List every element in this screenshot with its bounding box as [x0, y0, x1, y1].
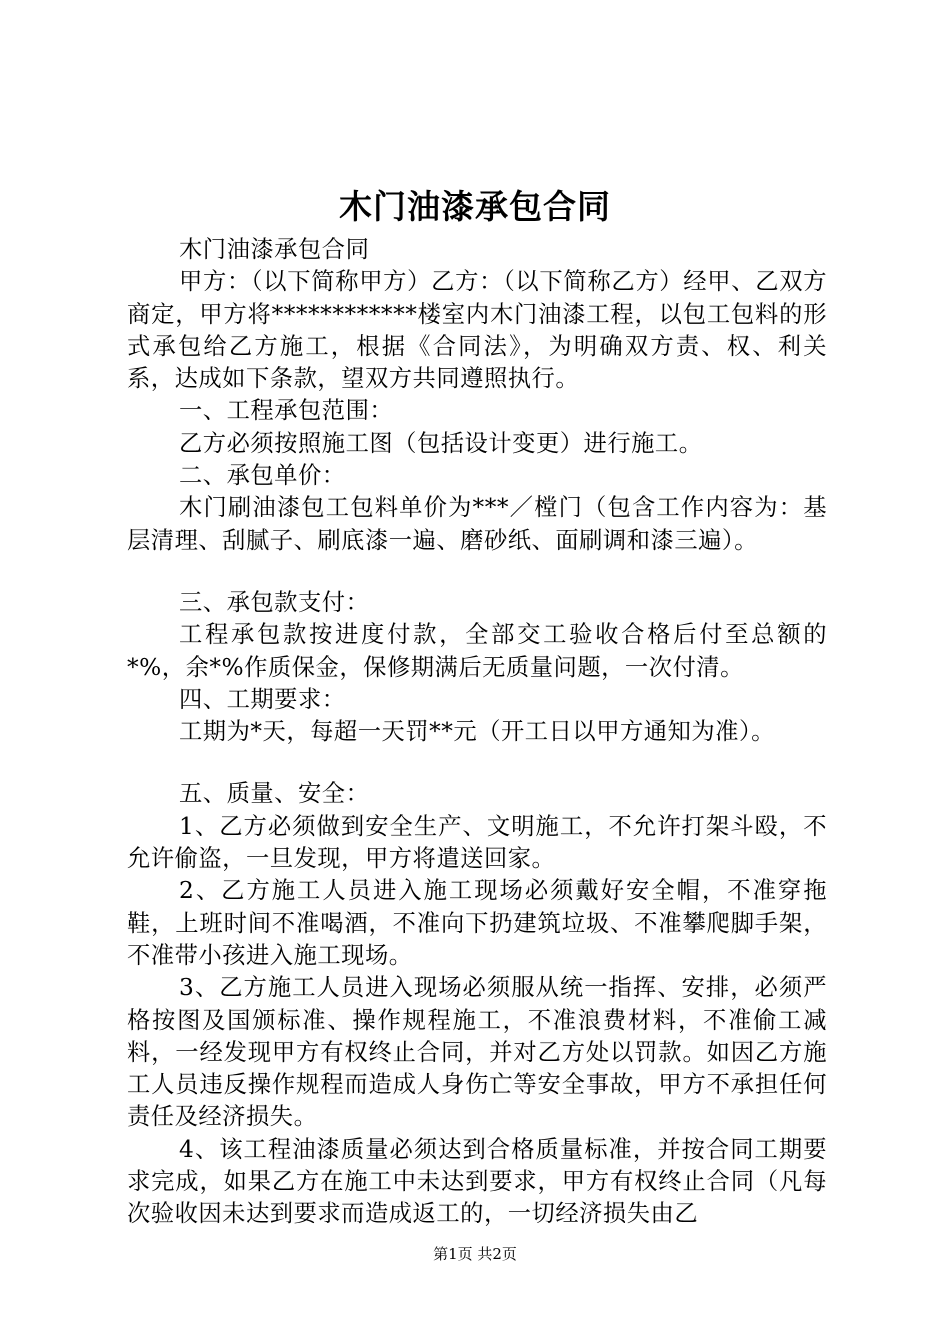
section-heading-payment: 三、承包款支付：	[179, 588, 370, 616]
paragraph-payment: 工程承包款按进度付款，全部交工验收合格后付至总额的*%，余*%作质保金，保修期满后无质量问题，一次付清。	[127, 621, 827, 681]
paragraph-spacer	[127, 557, 827, 587]
paragraph-clause-4: 4、该工程油漆质量必须达到合格质量标准，并按合同工期要求完成，如果乙方在施工中未达到要求，甲方有权终止合同（凡每次验收因未达到要求而造成返工的，一切经济损失由乙	[127, 1135, 827, 1228]
paragraph-clause-3: 3、乙方施工人员进入现场必须服从统一指挥、安排，必须严格按图及国颁标准、操作规程施工，不准浪费材料，不准偷工减料，一经发现甲方有权终止合同，并对乙方处以罚款。如因乙方施工人员违反操作规程而造成人身伤亡等安全事故，甲方不承担任何责任及经济损失。	[127, 974, 827, 1131]
section-heading-unit-price: 二、承包单价：	[179, 462, 346, 490]
paragraph-subtitle: 木门油漆承包合同	[179, 236, 370, 263]
document-body	[127, 234, 827, 1231]
section-heading-quality-safety: 五、质量、安全：	[179, 780, 370, 808]
paragraph-spacer	[127, 748, 827, 778]
paragraph-parties: 甲方：（以下简称甲方）乙方：（以下简称乙方）经甲、乙双方商定，甲方将************楼室内木门油漆工程，以包工包料的形式承包给乙方施工，根据《合同法》，为明确双方责、权、利关系，达成如下条款，望双方共同遵照执行。	[127, 268, 827, 393]
document-title: 木门油漆承包合同	[339, 187, 611, 226]
section-heading-scope: 一、工程承包范围：	[179, 397, 394, 425]
section-heading-schedule: 四、工期要求：	[179, 685, 346, 713]
paragraph-scope: 乙方必须按照施工图（包括设计变更）进行施工。	[179, 429, 703, 457]
paragraph-clause-1: 1、乙方必须做到安全生产、文明施工，不允许打架斗殴，不允许偷盗，一旦发现，甲方将遣送回家。	[127, 812, 827, 873]
paragraph-unit-price: 木门刷油漆包工包料单价为***／樘门（包含工作内容为：基层清理、刮腻子、刷底漆一遍、磨砂纸、面刷调和漆三遍）。	[127, 494, 827, 554]
paragraph-schedule: 工期为*天，每超一天罚**元（开工日以甲方通知为准）。	[179, 718, 775, 746]
paragraph-clause-2: 2、乙方施工人员进入施工现场必须戴好安全帽，不准穿拖鞋，上班时间不准喝酒，不准向下扔建筑垃圾、不准攀爬脚手架，不准带小孩进入施工现场。	[127, 877, 827, 969]
page-number: 第1页 共2页	[433, 1245, 517, 1263]
